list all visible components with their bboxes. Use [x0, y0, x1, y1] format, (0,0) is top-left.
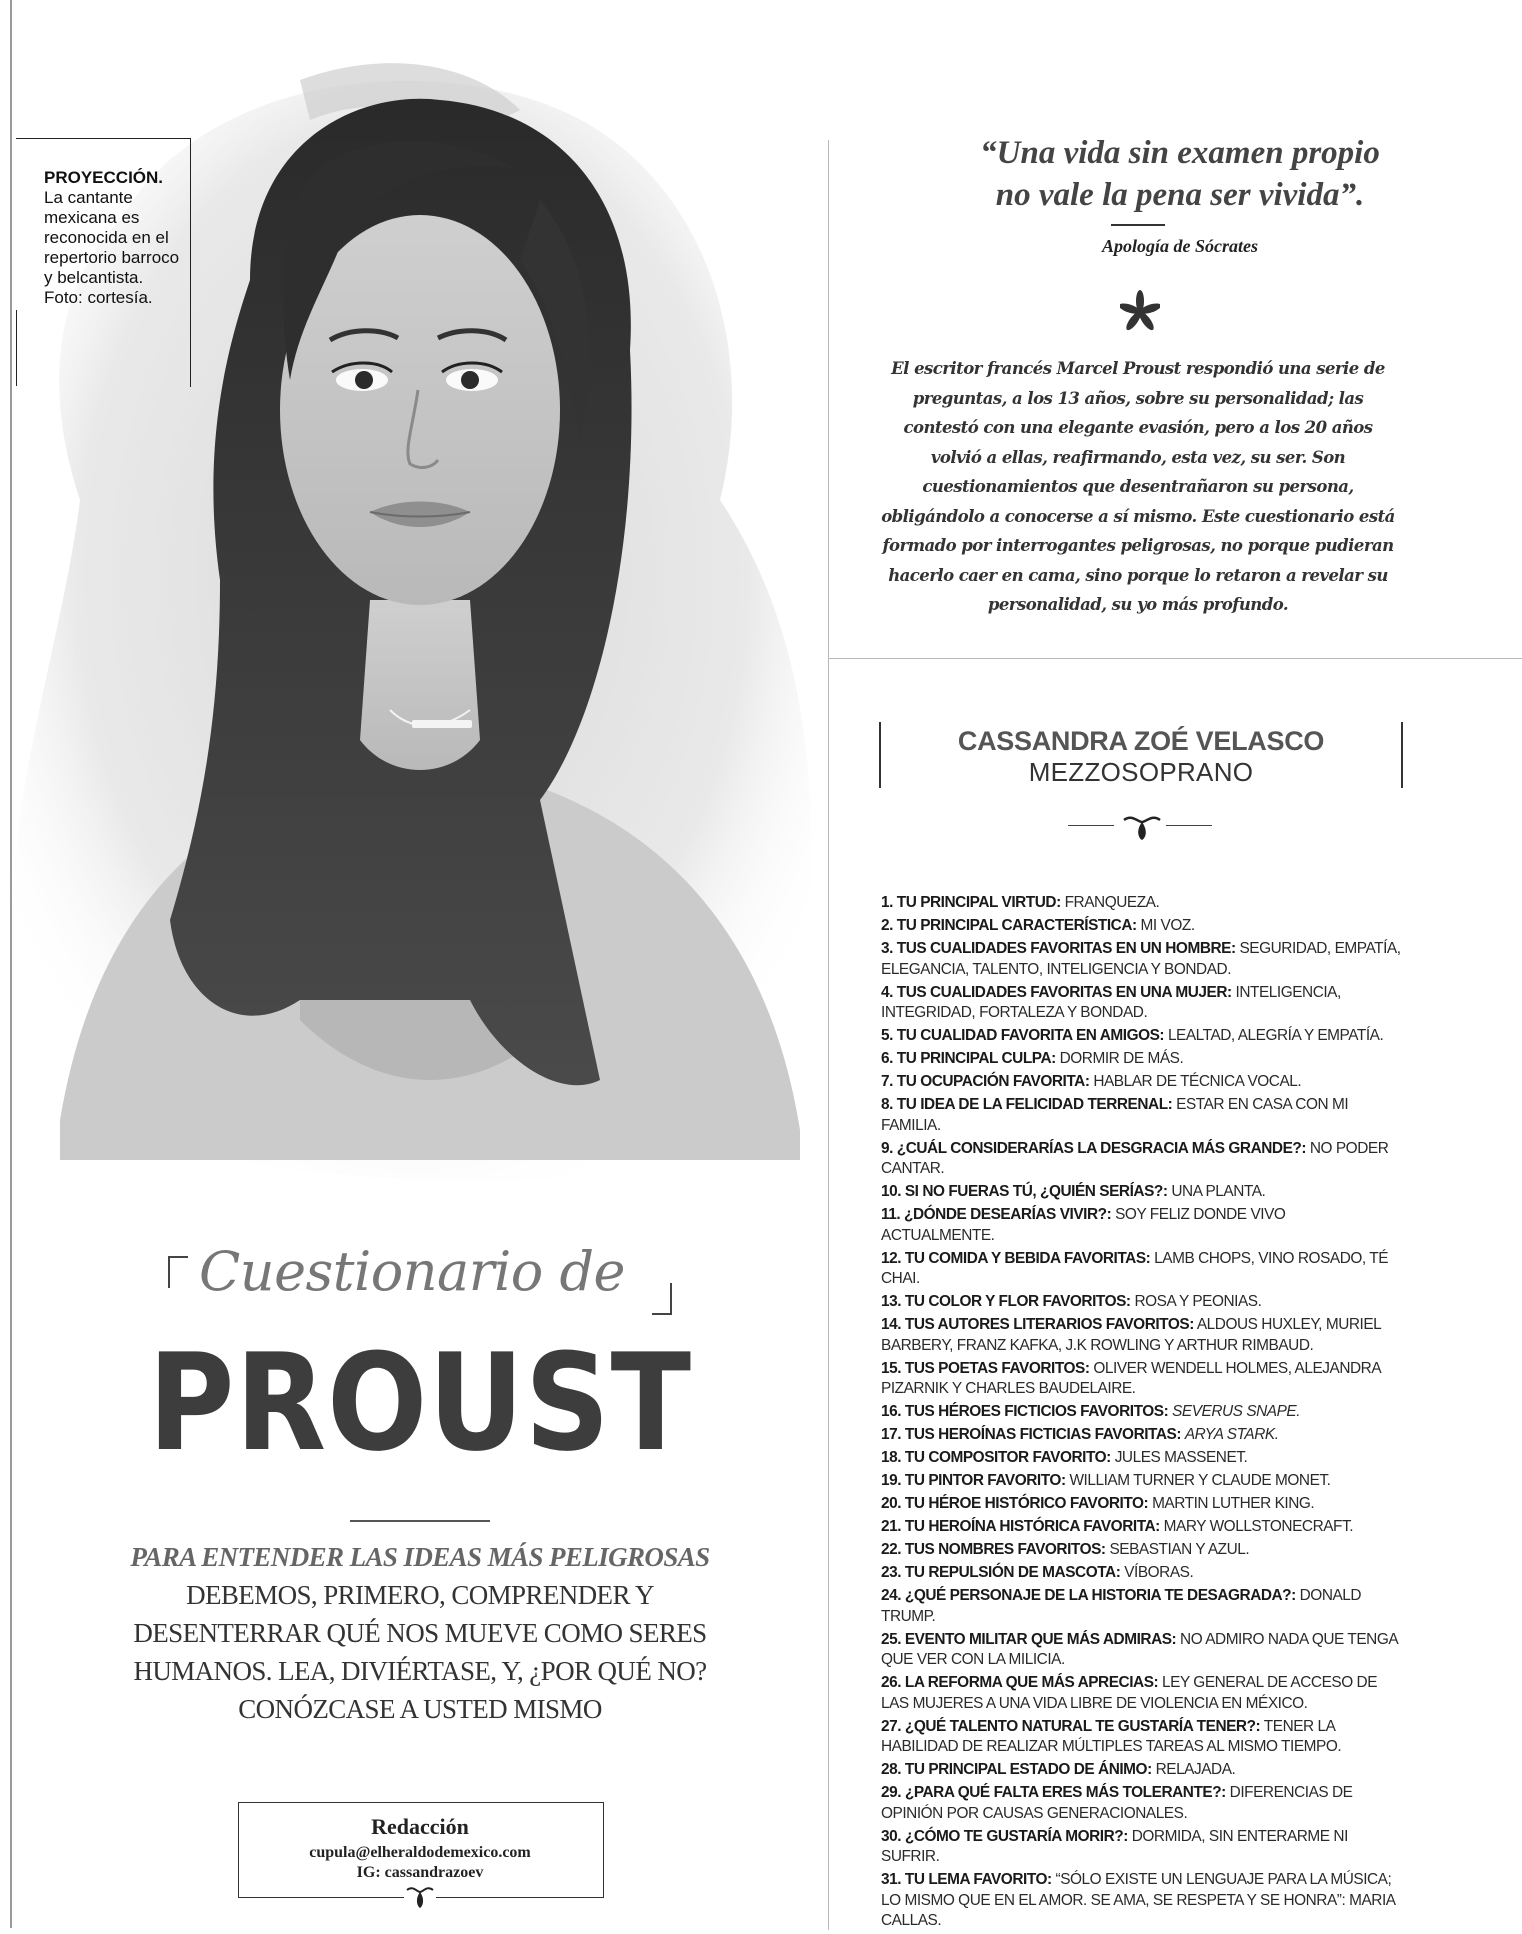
title-main: PROUST [148, 1325, 692, 1481]
interviewee-role: MEZZOSOPRANO [1028, 757, 1254, 787]
qa-item [881, 1717, 1401, 1758]
epigraph-quote [880, 132, 1480, 216]
qa-item [881, 1249, 1401, 1290]
qa-item [881, 1072, 1401, 1093]
qa-question: 1. TU PRINCIPAL VIRTUD: [881, 894, 1061, 911]
qa-answer: VÍBORAS. [1124, 1564, 1194, 1581]
qa-question: 12. TU COMIDA Y BEBIDA FAVORITAS: [881, 1249, 1151, 1267]
qa-question: 24. ¿QUÉ PERSONAJE DE LA HISTORIA TE DESAGRADA?: [881, 1587, 1296, 1604]
qa-question: 4. TUS CUALIDADES FAVORITAS EN UNA MUJER: [881, 983, 1232, 1001]
qa-question: 6. TU PRINCIPAL CULPA: [881, 1050, 1056, 1067]
qa-answer: HABLAR DE TÉCNICA VOCAL. [1093, 1073, 1302, 1090]
deck-rest: DEBEMOS, PRIMERO, COMPRENDER Y DESENTERRAR QUÉ NOS MUEVE COMO SERES HUMANOS. LEA, DIVIÉRTASE, Y, ¿POR QUÉ NO? CONÓZCASE A USTED MISMO [133, 1580, 707, 1724]
qa-question: 27. ¿QUÉ TALENTO NATURAL TE GUSTARÍA TENER?: [881, 1717, 1261, 1735]
questionnaire-list [881, 893, 1401, 1934]
qa-answer: RELAJADA. [1155, 1761, 1236, 1778]
qa-answer: UNA PLANTA. [1171, 1183, 1266, 1200]
photo-caption [44, 168, 180, 308]
qa-answer: LEALTAD, ALEGRÍA Y EMPATÍA. [1167, 1027, 1384, 1044]
quote-divider [1111, 224, 1165, 226]
qa-answer: MARTIN LUTHER KING. [1152, 1495, 1315, 1512]
qa-item [881, 916, 1401, 937]
section-divider [828, 658, 1522, 659]
qa-question: 2. TU PRINCIPAL CARACTERÍSTICA: [881, 917, 1137, 934]
qa-item [881, 1205, 1401, 1246]
qa-question: 10. SI NO FUERAS TÚ, ¿QUIÉN SERÍAS?: [881, 1183, 1168, 1200]
quote-line-1: “Una vida sin examen propio [980, 135, 1380, 171]
qa-question: 19. TU PINTOR FAVORITO: [881, 1472, 1066, 1489]
qa-question: 23. TU REPULSIÓN DE MASCOTA: [881, 1564, 1121, 1581]
qa-answer: INTELIGENCIA, INTEGRIDAD, FORTALEZA Y BONDAD. [881, 983, 1341, 1021]
qa-item [881, 1494, 1401, 1515]
qa-item [881, 1471, 1401, 1492]
qa-item [881, 1827, 1401, 1868]
interviewee-name: CASSANDRA ZOÉ VELASCO [957, 726, 1325, 756]
qa-answer: ARYA STARK. [1184, 1426, 1279, 1443]
qa-answer: TENER LA HABILIDAD DE REALIZAR MÚLTIPLES TAREAS AL MISMO TIEMPO. [881, 1717, 1342, 1755]
column-divider [828, 140, 829, 1930]
title-kicker: Cuestionario de [198, 1240, 625, 1303]
qa-question: 17. TUS HEROÍNAS FICTICIAS FAVORITAS: [881, 1426, 1182, 1443]
deck-text [92, 1538, 748, 1728]
qa-question: 26. LA REFORMA QUE MÁS APRECIAS: [881, 1674, 1159, 1691]
qa-item [881, 1448, 1401, 1469]
qa-question: 13. TU COLOR Y FLOR FAVORITOS: [881, 1293, 1131, 1310]
title-divider [350, 1520, 490, 1522]
qa-answer: MI VOZ. [1140, 917, 1195, 934]
quote-line-2: no vale la pena ser vivida”. [995, 177, 1365, 213]
qa-question: 15. TUS POETAS FAVORITOS: [881, 1359, 1090, 1377]
qa-question: 16. TUS HÉROES FICTICIOS FAVORITOS: [881, 1403, 1169, 1420]
qa-item [881, 1026, 1401, 1047]
intro-paragraph: El escritor francés Marcel Proust respondió una serie de preguntas, a los 13 años, sobre su personalidad; las contestó con una elegante evasión, pero a los 20 años volvió a ellas, reafirmando, esta vez, su ser. Son cuestionamientos que desentrañaron su persona, obligándolo a conocerse a sí mismo. Este cuestionario está formado por interrogantes peligrosas, no porque pudieran hacerlo caer en cama, sino porque lo retaron a revelar su personalidad, su yo más profundo. [881, 359, 1395, 614]
caption-bracket-left [16, 310, 17, 386]
qa-answer: DIFERENCIAS DE OPINIÓN POR CAUSAS GENERACIONALES. [881, 1784, 1353, 1822]
qa-answer: SEBASTIAN Y AZUL. [1109, 1541, 1250, 1558]
fleuron-ornament-icon [1120, 812, 1164, 842]
qa-question: 21. TU HEROÍNA HISTÓRICA FAVORITA: [881, 1518, 1160, 1535]
qa-answer: WILLIAM TURNER Y CLAUDE MONET. [1069, 1472, 1331, 1489]
qa-item [881, 1630, 1401, 1671]
qa-question: 14. TUS AUTORES LITERARIOS FAVORITOS: [881, 1316, 1194, 1333]
caption-heading: PROYECCIÓN. [44, 168, 164, 187]
qa-question: 28. TU PRINCIPAL ESTADO DE ÁNIMO: [881, 1761, 1152, 1778]
qa-item [881, 1540, 1401, 1561]
qa-item [881, 939, 1401, 980]
qa-question: 11. ¿DÓNDE DESEARÍAS VIVIR?: [881, 1206, 1112, 1223]
qa-item [881, 893, 1401, 914]
qa-item [881, 1182, 1401, 1203]
qa-question: 8. TU IDEA DE LA FELICIDAD TERRENAL: [881, 1096, 1173, 1113]
qa-answer: SEVERUS SNAPE. [1172, 1403, 1301, 1420]
qa-answer: DORMIDA, SIN ENTERARME NI SUFRIR. [881, 1827, 1348, 1865]
qa-answer: ROSA Y PEONIAS. [1134, 1293, 1262, 1310]
qa-question: 31. TU LEMA FAVORITO: [881, 1871, 1052, 1888]
qa-item [881, 983, 1401, 1024]
qa-answer: NO PODER CANTAR. [881, 1139, 1389, 1177]
qa-item [881, 1139, 1401, 1180]
byline-fleuron-icon [404, 1884, 436, 1910]
qa-question: 25. EVENTO MILITAR QUE MÁS ADMIRAS: [881, 1630, 1177, 1648]
byline-instagram: IG: cassandrazoev [356, 1864, 484, 1881]
name-bar-right [1401, 722, 1403, 788]
qa-item [881, 1359, 1401, 1400]
qa-answer: “SÓLO EXISTE UN LENGUAJE PARA LA MÚSICA; LO MISMO QUE EN EL AMOR. SE AMA, SE RESPETA Y SE HONRA”: MARIA CALLAS. [881, 1871, 1395, 1929]
qa-answer: FRANQUEZA. [1064, 894, 1160, 911]
qa-item [881, 1402, 1401, 1423]
title-bracket-bottom-right [652, 1283, 672, 1315]
qa-answer: NO ADMIRO NADA QUE TENGA QUE VER CON LA MILICIA. [881, 1630, 1398, 1668]
qa-question: 20. TU HÉROE HISTÓRICO FAVORITO: [881, 1495, 1149, 1512]
qa-answer: SOY FELIZ DONDE VIVO ACTUALMENTE. [881, 1206, 1286, 1244]
qa-item [881, 1425, 1401, 1446]
quote-source: Apología de Sócrates [1102, 236, 1258, 256]
qa-item [881, 1673, 1401, 1714]
qa-item [881, 1870, 1401, 1932]
qa-answer: ALDOUS HUXLEY, MURIEL BARBERY, FRANZ KAFKA, J.K ROWLING Y ARTHUR RIMBAUD. [881, 1316, 1381, 1354]
byline-title: Redacción [371, 1814, 469, 1839]
byline-email: cupula@elheraldodemexico.com [309, 1844, 531, 1861]
qa-question: 5. TU CUALIDAD FAVORITA EN AMIGOS: [881, 1027, 1165, 1044]
qa-answer: JULES MASSENET. [1114, 1449, 1248, 1466]
asterisk-ornament-icon [1120, 288, 1160, 336]
qa-item [881, 1783, 1401, 1824]
qa-item [881, 1586, 1401, 1627]
qa-item [881, 1517, 1401, 1538]
qa-answer: DORMIR DE MÁS. [1059, 1050, 1184, 1067]
qa-item [881, 1292, 1401, 1313]
qa-item [881, 1049, 1401, 1070]
qa-question: 9. ¿CUÁL CONSIDERARÍAS LA DESGRACIA MÁS GRANDE?: [881, 1139, 1307, 1157]
qa-item [881, 1760, 1401, 1781]
qa-item [881, 1563, 1401, 1584]
qa-item [881, 1315, 1401, 1356]
qa-answer: DONALD TRUMP. [881, 1587, 1362, 1625]
qa-answer: MARY WOLLSTONECRAFT. [1163, 1518, 1354, 1535]
ornament-rule-left [1068, 825, 1114, 826]
caption-text: La cantante mexicana es reconocida en el repertorio barroco y belcantista. Foto: cortesía. [44, 188, 180, 307]
qa-answer: LAMB CHOPS, VINO ROSADO, TÉ CHAI. [881, 1249, 1389, 1287]
qa-question: 18. TU COMPOSITOR FAVORITO: [881, 1449, 1111, 1466]
qa-answer: ESTAR EN CASA CON MI FAMILIA. [881, 1096, 1349, 1134]
qa-question: 30. ¿CÓMO TE GUSTARÍA MORIR?: [881, 1827, 1128, 1845]
ornament-rule-right [1166, 825, 1212, 826]
qa-answer: LEY GENERAL DE ACCESO DE LAS MUJERES A UNA VIDA LIBRE DE VIOLENCIA EN MÉXICO. [881, 1674, 1378, 1712]
qa-question: 29. ¿PARA QUÉ FALTA ERES MÁS TOLERANTE?: [881, 1784, 1226, 1801]
qa-item [881, 1095, 1401, 1136]
qa-question: 7. TU OCUPACIÓN FAVORITA: [881, 1073, 1090, 1090]
name-bar-left [879, 722, 881, 788]
qa-question: 3. TUS CUALIDADES FAVORITAS EN UN HOMBRE: [881, 940, 1236, 957]
qa-answer: SEGURIDAD, EMPATÍA, ELEGANCIA, TALENTO, INTELIGENCIA Y BONDAD. [881, 940, 1401, 978]
qa-answer: OLIVER WENDELL HOLMES, ALEJANDRA PIZARNIK Y CHARLES BAUDELAIRE. [881, 1359, 1381, 1397]
qa-question: 22. TUS NOMBRES FAVORITOS: [881, 1541, 1106, 1558]
deck-lead: PARA ENTENDER LAS IDEAS MÁS PELIGROSAS [130, 1542, 710, 1572]
